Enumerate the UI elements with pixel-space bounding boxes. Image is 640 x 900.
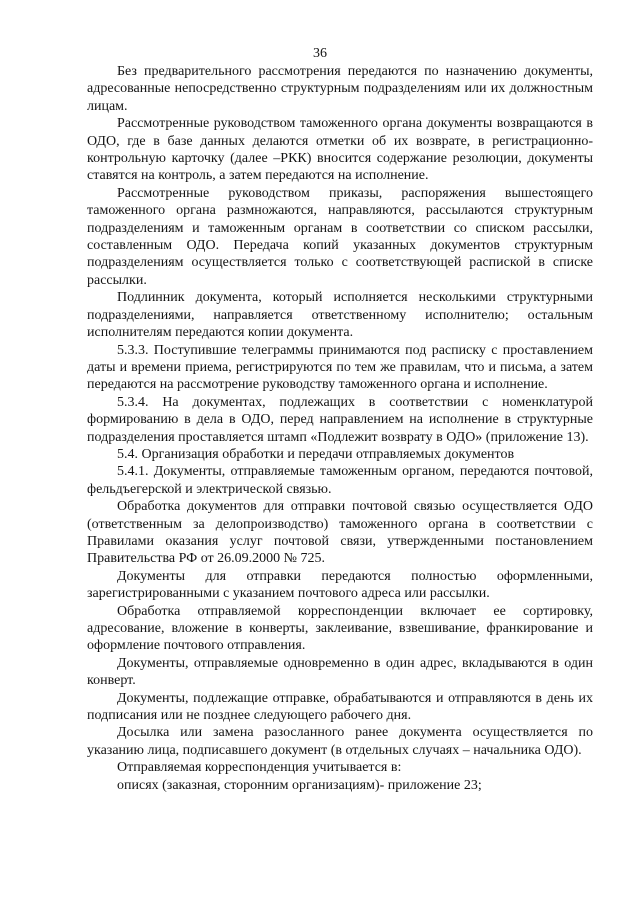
paragraph-orders-distribution: Рассмотренные руководством приказы, распоряжения вышестоящего таможенного органа размножаются, направляются, рассылаются структурным подразделениям и таможенным органам в соответствии со списком рассылки, составленным ОДО. Передача копий указанных документов структурным подразделениям осуществляется только с соответствующей распиской в списке рассылки. xyxy=(87,185,593,288)
paragraph-telegrams: 5.3.3. Поступившие телеграммы принимаются под расписку с проставлением даты и времени приема, регистрируются по тем же правилам, что и письма, а затем передаются на рассмотрение руководству таможенного органа и исполнение. xyxy=(87,342,593,393)
paragraph-original-document: Подлинник документа, который исполняется несколькими структурными подразделениями, направляется ответственному исполнителю; остальным исполнителям передаются копии документа. xyxy=(87,290,593,341)
paragraph-postal-processing: Обработка документов для отправки почтовой связью осуществляется ОДО (ответственным за делопроизводство) таможенного органа в соответствии с Правилами оказания услуг почтовой связи, утвержденными постановлением Правительства РФ от 26.09.2000 № 725. xyxy=(87,499,593,567)
paragraph-resending: Досылка или замена разосланного ранее документа осуществляется по указанию лица, подписавшего документ (в отдельных случаях – начальника ОДО). xyxy=(87,725,593,758)
paragraph-return-stamp: 5.3.4. На документах, подлежащих в соответствии с номенклатурой формированию в дела в ОДО, перед направлением на исполнение в структурные подразделения проставляется штамп «Подлежит возврату в ОДО» (приложение 13). xyxy=(87,394,593,445)
document-body xyxy=(87,63,593,794)
paragraph-sending-deadline: Документы, подлежащие отправке, обрабатываются и отправляются в день их подписания или не позднее следующего рабочего дня. xyxy=(87,690,593,724)
section-heading-outgoing: 5.4. Организация обработки и передачи отправляемых документов xyxy=(117,446,515,462)
paragraph-correspondence-processing: Обработка отправляемой корреспонденции включает ее сортировку, адресование, вложение в конверты, заклеивание, взвешивание, франкирование и оформление почтового отправления. xyxy=(87,603,593,654)
paragraph-accounting: Отправляемая корреспонденция учитывается в: xyxy=(117,760,402,776)
page-number: 36 xyxy=(313,46,327,61)
paragraph-returned-documents: Рассмотренные руководством таможенного органа документы возвращаются в ОДО, где в базе данных делаются отметки об их возврате, в регистрационно-контрольную карточку (далее –РКК) вносится содержание резолюции, документы ставятся на контроль, а затем передаются на исполнение. xyxy=(87,116,593,184)
paragraph-outgoing-channels: 5.4.1. Документы, отправляемые таможенным органом, передаются почтовой, фельдъегерской и электрической связью. xyxy=(87,464,593,497)
list-item-inventories: описях (заказная, сторонним организациям)- приложение 23; xyxy=(117,777,482,793)
paragraph-documents-for-sending: Документы для отправки передаются полностью оформленными, зарегистрированными с указанием почтового адреса или рассылки. xyxy=(87,568,593,602)
paragraph-one-envelope: Документы, отправляемые одновременно в один адрес, вкладываются в один конверт. xyxy=(87,655,593,689)
paragraph-direct-transfer: Без предварительного рассмотрения передаются по назначению документы, адресованные непосредственно структурным подразделениям или их должностным лицам. xyxy=(87,64,593,114)
